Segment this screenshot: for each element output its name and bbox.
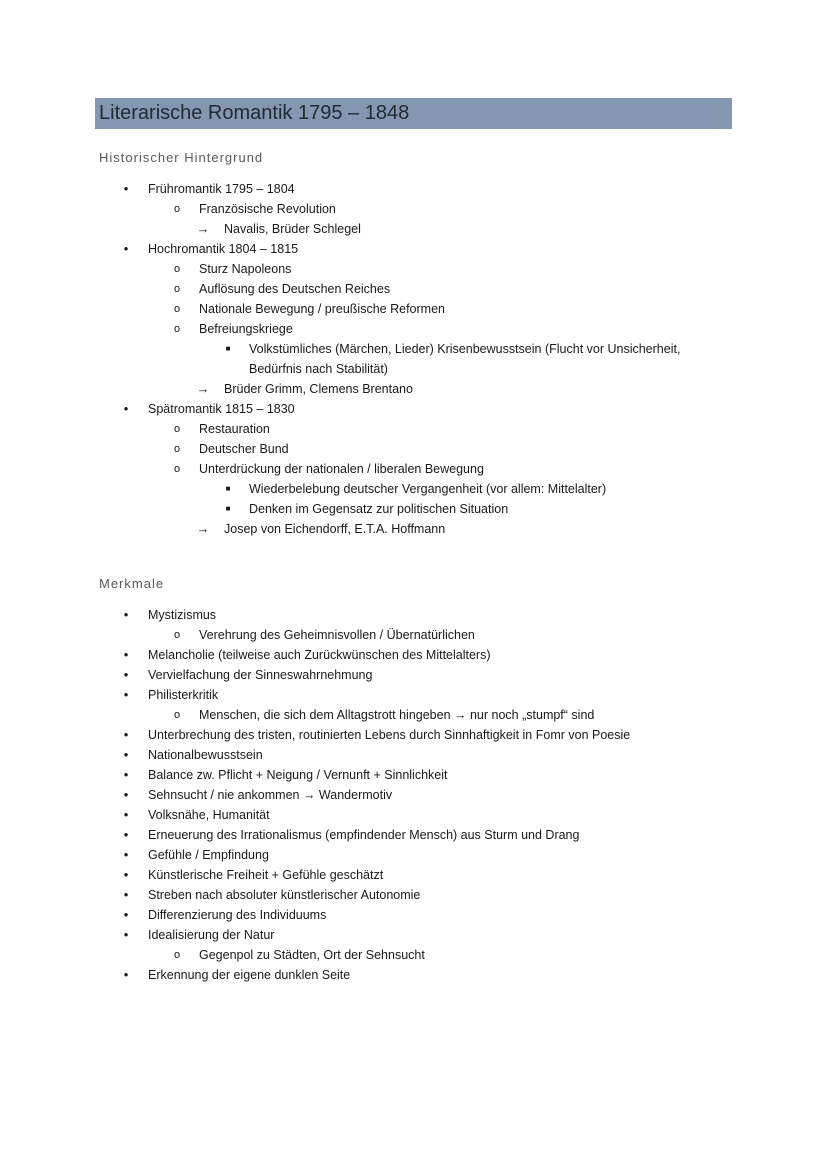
bullet-icon: • <box>123 687 129 702</box>
bullet-icon: • <box>123 727 129 742</box>
list-item: • Nationalbewusstsein <box>0 745 828 765</box>
list-item: • Gefühle / Empfindung <box>0 845 828 865</box>
circle-bullet-icon: o <box>173 283 181 295</box>
section-heading-features: Merkmale <box>99 576 165 591</box>
list-item: • Streben nach absoluter künstlerischer Autonomie <box>0 885 828 905</box>
bullet-icon: • <box>123 887 129 902</box>
list-item: o Unterdrückung der nationalen / liberalen Bewegung <box>0 459 828 479</box>
circle-bullet-icon: o <box>173 323 181 335</box>
list-item: o Verehrung des Geheimnisvollen / Übernatürlichen <box>0 625 828 645</box>
section-heading-historical: Historischer Hintergrund <box>99 150 264 165</box>
circle-bullet-icon: o <box>173 443 181 455</box>
list-item: • Spätromantik 1815 – 1830 <box>0 399 828 419</box>
historical-list <box>0 179 828 539</box>
features-list <box>0 605 828 985</box>
circle-bullet-icon: o <box>173 423 181 435</box>
bullet-icon: • <box>123 787 129 802</box>
list-item: • Volksnähe, Humanität <box>0 805 828 825</box>
list-item: o Sturz Napoleons <box>0 259 828 279</box>
list-item: o Befreiungskriege <box>0 319 828 339</box>
list-item: → Josep von Eichendorff, E.T.A. Hoffmann <box>0 519 828 539</box>
arrow-icon: → <box>196 221 210 236</box>
arrow-icon: → <box>196 521 210 536</box>
list-item: ■ Volkstümliches (Märchen, Lieder) Krisenbewusstsein (Flucht vor Unsicherheit, Bedürfnis nach Stabilität) <box>0 339 828 379</box>
list-item: o Gegenpol zu Städten, Ort der Sehnsucht <box>0 945 828 965</box>
list-item: • Erneuerung des Irrationalismus (empfindender Mensch) aus Sturm und Drang <box>0 825 828 845</box>
square-bullet-icon: ■ <box>225 504 231 513</box>
list-item: • Balance zw. Pflicht + Neigung / Vernunft + Sinnlichkeit <box>0 765 828 785</box>
list-item: o Restauration <box>0 419 828 439</box>
bullet-icon: • <box>123 867 129 882</box>
page-title: Literarische Romantik 1795 – 1848 <box>95 98 732 129</box>
circle-bullet-icon: o <box>173 629 181 641</box>
list-item: • Erkennung der eigene dunklen Seite <box>0 965 828 985</box>
bullet-icon: • <box>123 907 129 922</box>
list-item: • Unterbrechung des tristen, routinierten Lebens durch Sinnhaftigkeit in Fomr von Poesie <box>0 725 828 745</box>
circle-bullet-icon: o <box>173 303 181 315</box>
list-item: o Deutscher Bund <box>0 439 828 459</box>
bullet-icon: • <box>123 401 129 416</box>
square-bullet-icon: ■ <box>225 344 231 353</box>
bullet-icon: • <box>123 967 129 982</box>
bullet-icon: • <box>123 847 129 862</box>
bullet-icon: • <box>123 747 129 762</box>
circle-bullet-icon: o <box>173 463 181 475</box>
list-item: • Vervielfachung der Sinneswahrnehmung <box>0 665 828 685</box>
bullet-icon: • <box>123 807 129 822</box>
list-item: → Navalis, Brüder Schlegel <box>0 219 828 239</box>
arrow-icon: → <box>196 381 210 396</box>
list-item: o Menschen, die sich dem Alltagstrott hingeben → nur noch „stumpf“ sind <box>0 705 828 725</box>
square-bullet-icon: ■ <box>225 484 231 493</box>
bullet-icon: • <box>123 241 129 256</box>
circle-bullet-icon: o <box>173 263 181 275</box>
circle-bullet-icon: o <box>173 203 181 215</box>
list-item: • Philisterkritik <box>0 685 828 705</box>
bullet-icon: • <box>123 607 129 622</box>
list-item: ■ Wiederbelebung deutscher Vergangenheit (vor allem: Mittelalter) <box>0 479 828 499</box>
circle-bullet-icon: o <box>173 709 181 721</box>
bullet-icon: • <box>123 827 129 842</box>
list-item: • Sehnsucht / nie ankommen → Wandermotiv <box>0 785 828 805</box>
bullet-icon: • <box>123 667 129 682</box>
list-item: • Hochromantik 1804 – 1815 <box>0 239 828 259</box>
circle-bullet-icon: o <box>173 949 181 961</box>
list-item: • Idealisierung der Natur <box>0 925 828 945</box>
list-item: o Französische Revolution <box>0 199 828 219</box>
list-item: • Frühromantik 1795 – 1804 <box>0 179 828 199</box>
bullet-icon: • <box>123 647 129 662</box>
bullet-icon: • <box>123 181 129 196</box>
list-item: • Künstlerische Freiheit + Gefühle geschätzt <box>0 865 828 885</box>
list-item: ■ Denken im Gegensatz zur politischen Situation <box>0 499 828 519</box>
list-item: • Melancholie (teilweise auch Zurückwünschen des Mittelalters) <box>0 645 828 665</box>
list-item: o Nationale Bewegung / preußische Reformen <box>0 299 828 319</box>
bullet-icon: • <box>123 927 129 942</box>
list-item: • Mystizismus <box>0 605 828 625</box>
list-item: • Differenzierung des Individuums <box>0 905 828 925</box>
bullet-icon: • <box>123 767 129 782</box>
list-item: o Auflösung des Deutschen Reiches <box>0 279 828 299</box>
list-item: → Brüder Grimm, Clemens Brentano <box>0 379 828 399</box>
